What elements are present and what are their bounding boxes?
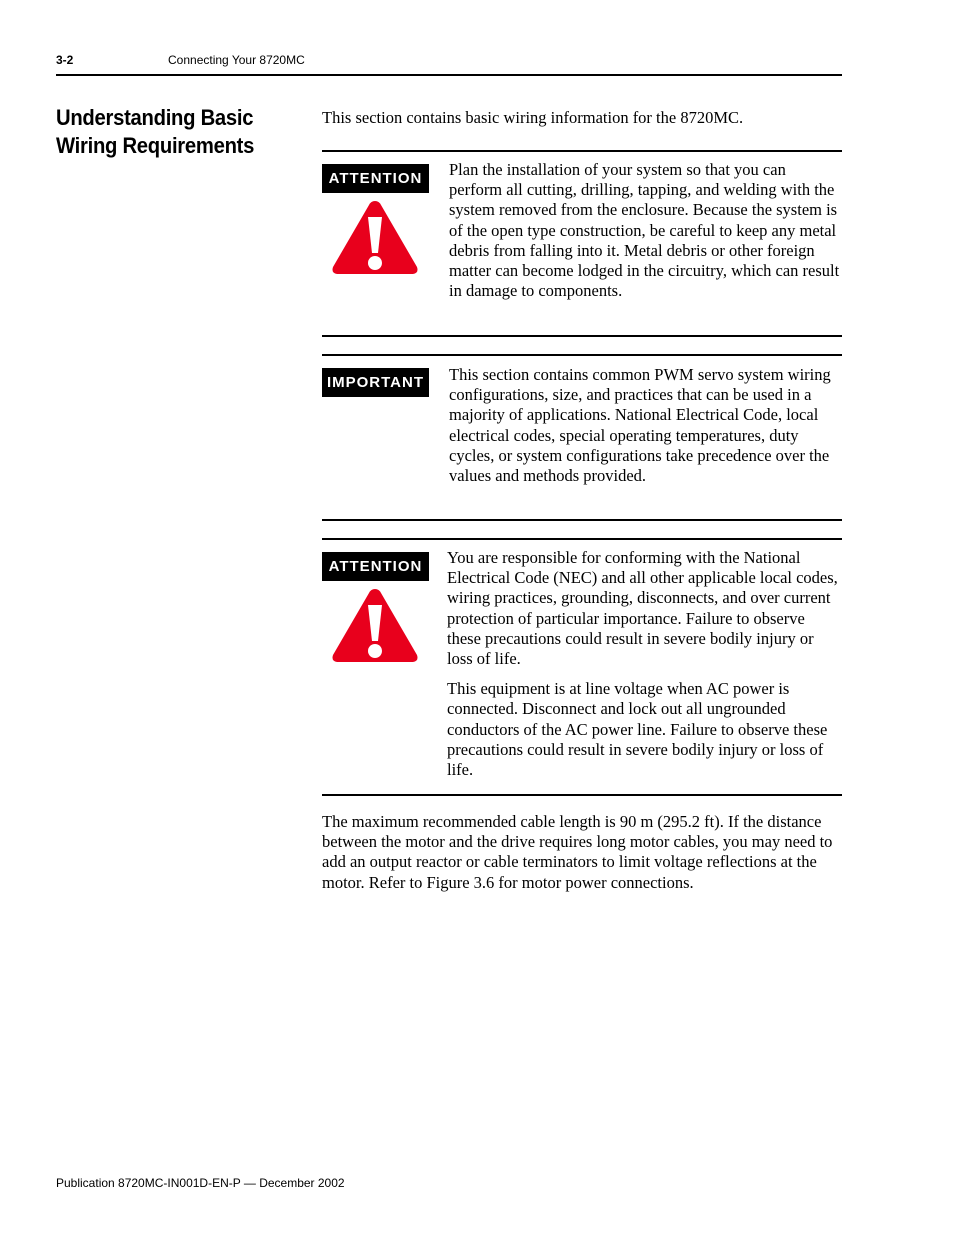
warning-triangle-icon — [330, 585, 420, 665]
closing-paragraph: The maximum recommended cable length is 90 m (295.2 ft). If the distance between the motor and the drive requires long motor cables, you may need to add an output reactor or cable terminators to limit voltage reflections at the motor. Refer to Figure 3.6 for motor power connections. — [322, 812, 833, 892]
important-label: IMPORTANT — [322, 368, 429, 397]
attention-text — [449, 160, 842, 311]
notice-paragraph: You are responsible for conforming with the National Electrical Code (NEC) and all other applicable local codes, wiring practices, grounding, disconnects, and over current protection of particular importance. Failure to observe these precautions could result in severe bodily injury or loss of life. — [447, 548, 838, 669]
section-intro: This section contains basic wiring information for the 8720MC. — [322, 108, 744, 127]
attention-notice — [322, 538, 842, 796]
attention-label: ATTENTION — [322, 164, 429, 193]
attention-label: ATTENTION — [322, 552, 429, 581]
warning-triangle-icon — [330, 197, 420, 277]
important-text — [449, 365, 842, 496]
header-rule — [56, 74, 842, 76]
important-notice — [322, 354, 842, 521]
section-title: Understanding Basic Wiring Requirements — [56, 105, 255, 158]
attention-notice — [322, 150, 842, 337]
notice-paragraph: This section contains common PWM servo system wiring configurations, size, and practices that can be used in a majority of applications. National Electrical Code, local electrical codes, special operating temperatures, duty cycles, or system configurations take precedence over the values and methods provided. — [449, 365, 831, 486]
chapter-title: Connecting Your 8720MC — [168, 53, 305, 67]
notice-paragraph: Plan the installation of your system so that you can perform all cutting, drilling, tapping, and welding with the system removed from the enclosure. Because the system is of the open type construction, be careful to keep any metal debris from falling into it. Metal debris or other foreign matter can become lodged in the circuitry, which can result in damage to components. — [449, 160, 840, 301]
publication-footer: Publication 8720MC-IN001D-EN-P — December 2002 — [56, 1176, 345, 1190]
page-number: 3-2 — [56, 53, 74, 67]
notice-paragraph: This equipment is at line voltage when AC power is connected. Disconnect and lock out all ungrounded conductors of the AC power line. Failure to observe these precautions could result in severe bodily injury or loss of life. — [447, 679, 828, 780]
attention-text — [447, 548, 842, 790]
